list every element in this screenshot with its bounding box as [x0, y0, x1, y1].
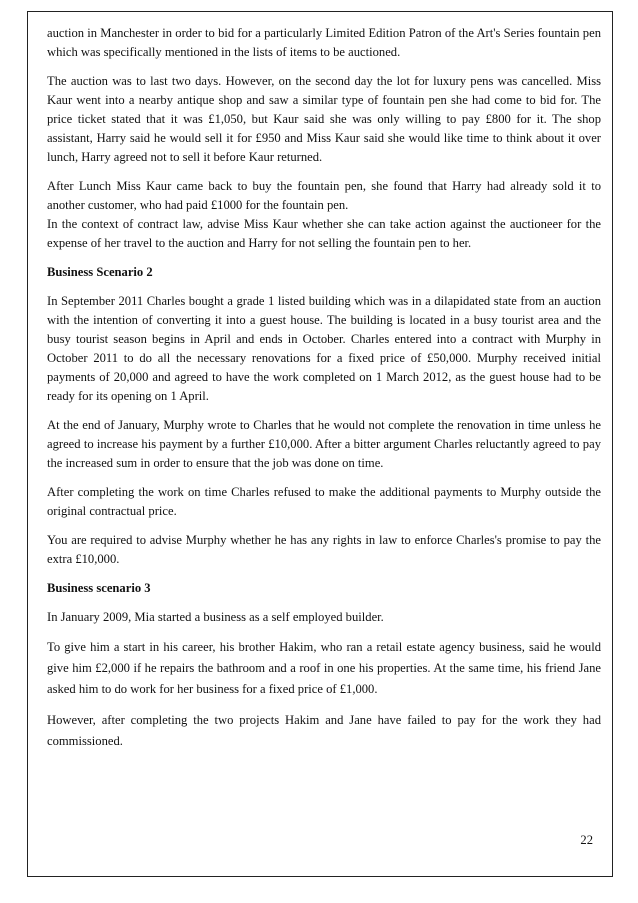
- paragraph: After completing the work on time Charles refused to make the additional payments to Murphy outside the original contractual price.: [47, 485, 601, 518]
- paragraph: In the context of contract law, advise Miss Kaur whether she can take action against the auctioneer for the expense of her travel to the auction and Harry for not selling the fountain pen to her.: [47, 217, 601, 250]
- page-number: 22: [580, 833, 593, 847]
- section-heading-scenario-2: Business Scenario 2: [47, 265, 153, 279]
- paragraph: After Lunch Miss Kaur came back to buy the fountain pen, she found that Harry had already sold it to another customer, who had paid £1000 for the fountain pen.: [47, 179, 601, 212]
- paragraph: In January 2009, Mia started a business as a self employed builder.: [47, 610, 384, 624]
- paragraph: auction in Manchester in order to bid for a particularly Limited Edition Patron of the Art's Series fountain pen which was specifically mentioned in the lists of items to be auctioned.: [47, 26, 601, 59]
- section-heading-scenario-3: Business scenario 3: [47, 581, 151, 595]
- document-body: [47, 24, 601, 762]
- paragraph: The auction was to last two days. However, on the second day the lot for luxury pens was cancelled. Miss Kaur went into a nearby antique shop and saw a similar type of fountain pen she had come to bid for. The price ticket stated that it was £1,050, but Kaur said she was only willing to pay £800 for it. The shop assistant, Harry said he would sell it for £950 and Miss Kaur said she would like time to think about it over lunch, Harry agreed not to sell it before Kaur returned.: [47, 74, 601, 164]
- paragraph: At the end of January, Murphy wrote to Charles that he would not complete the renovation in time unless he agreed to increase his payment by a further £10,000. After a bitter argument Charles reluctantly agreed to pay the increased sum in order to ensure that the job was done on time.: [47, 418, 601, 470]
- paragraph: In September 2011 Charles bought a grade 1 listed building which was in a dilapidated state from an auction with the intention of converting it into a guest house. The building is located in a busy tourist area and the busy tourist season begins in April and ends in October. Charles entered into a contract with Murphy in October 2011 to do all the necessary renovations for a fixed price of £50,000. Murphy received initial payments of 20,000 and agreed to have the work completed on 1 March 2012, as the guest house had to be ready for its opening on 1 April.: [47, 294, 601, 403]
- paragraph: However, after completing the two projects Hakim and Jane have failed to pay for the work they had commissioned.: [47, 713, 601, 748]
- paragraph: To give him a start in his career, his brother Hakim, who ran a retail estate agency business, said he would give him £2,000 if he repairs the bathroom and a roof in one his properties. At the same time, his friend Jane asked him to do work for her business for a fixed price of £1,000.: [47, 640, 601, 696]
- paragraph: You are required to advise Murphy whether he has any rights in law to enforce Charles's promise to pay the extra £10,000.: [47, 533, 601, 566]
